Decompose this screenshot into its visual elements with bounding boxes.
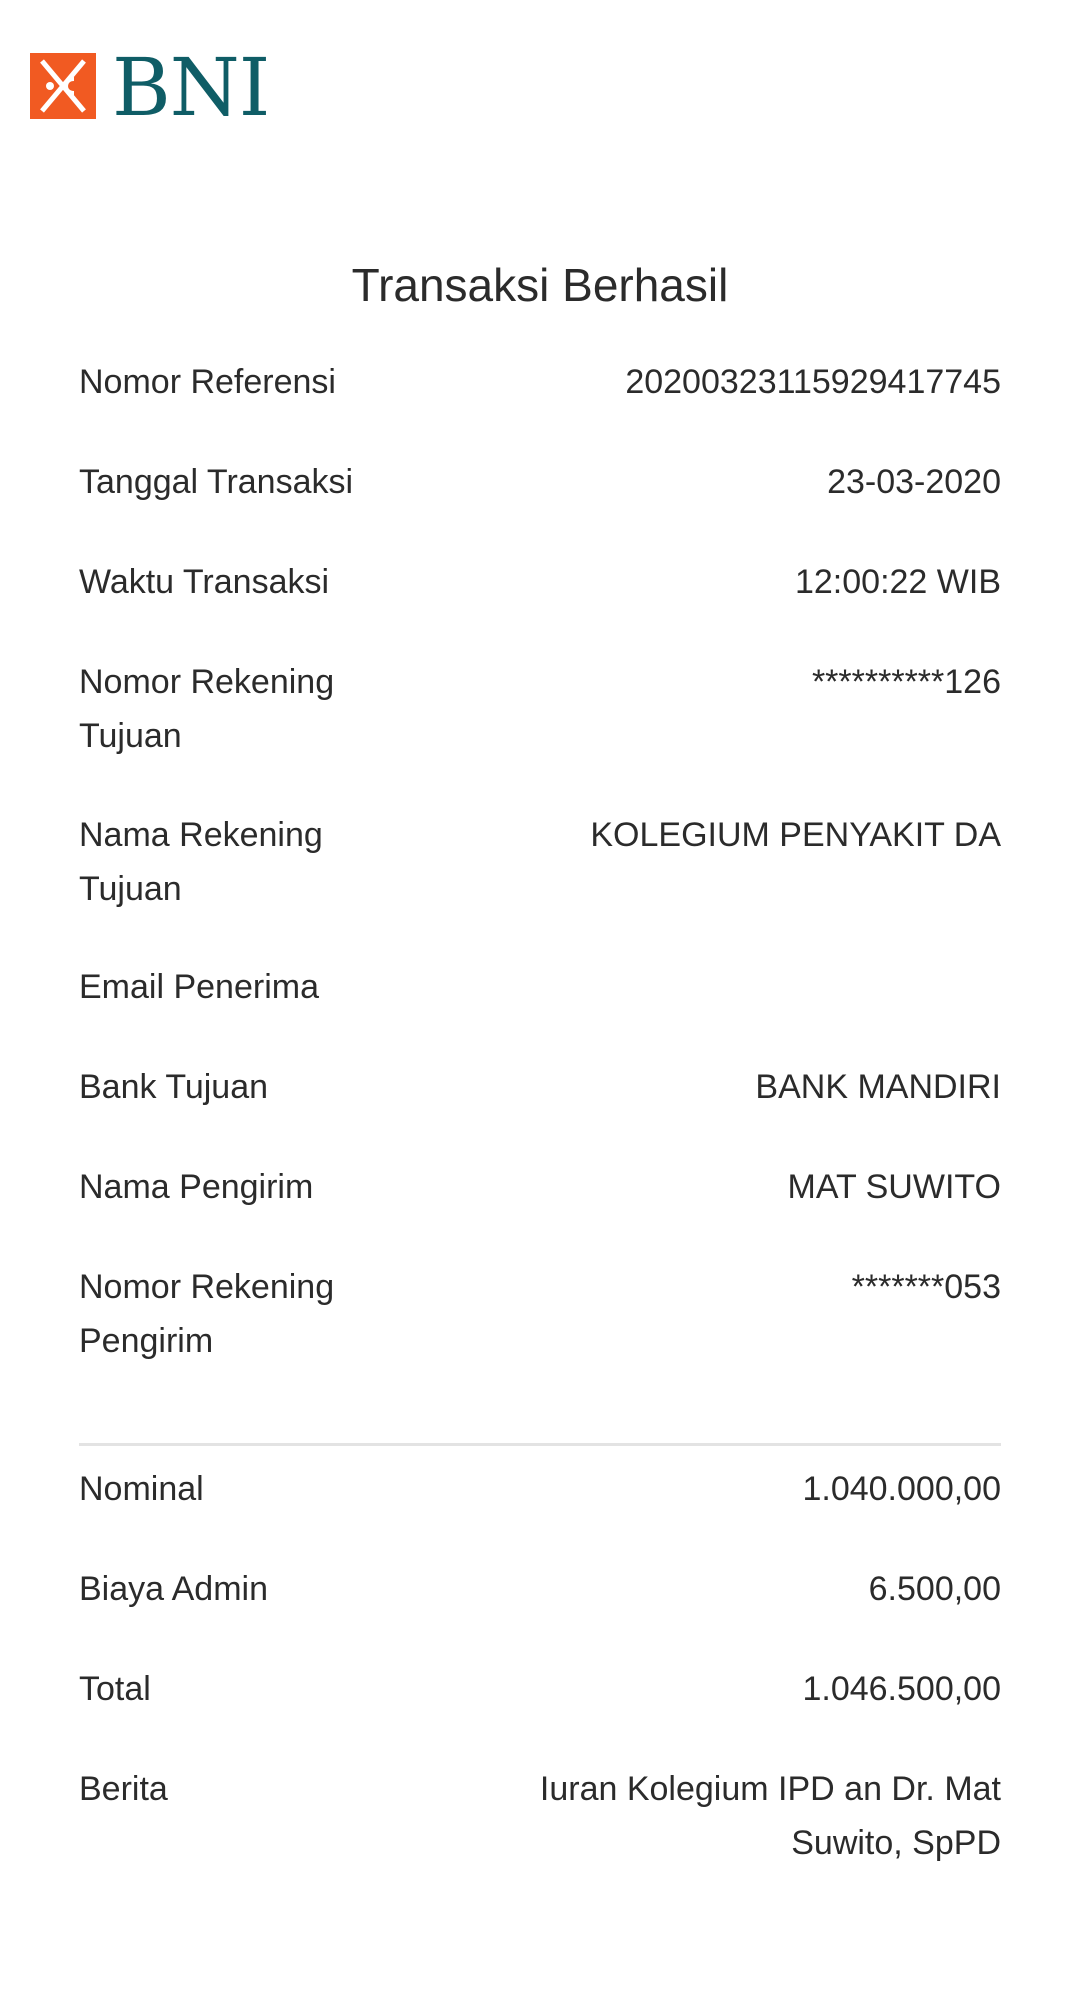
detail-value: **********126 [811,663,1001,701]
amount-row-total [79,1662,1001,1716]
detail-label: Bank Tujuan [79,1068,269,1106]
detail-value: 23-03-2020 [827,463,1001,501]
detail-label: Waktu Transaksi [79,563,330,601]
detail-row-sender-account [79,1260,1001,1368]
detail-label: Nama Rekening Tujuan [79,816,323,908]
detail-value: *******053 [851,1268,1001,1306]
amount-row-admin-fee [79,1562,1001,1616]
amount-label: Berita [79,1770,168,1808]
detail-row-sender-name [79,1160,1001,1214]
amount-label: Biaya Admin [79,1570,268,1608]
bni-logo [30,41,270,134]
detail-row-recipient-email [79,960,1001,1014]
amount-value: 1.040.000,00 [802,1470,1001,1508]
amount-value: 6.500,00 [868,1570,1001,1608]
amount-row-nominal [79,1462,1001,1516]
brand-name: BNI [112,41,270,134]
detail-value: BANK MANDIRI [755,1068,1001,1106]
detail-label: Nomor Rekening Pengirim [79,1268,335,1360]
amount-label: Total [79,1670,151,1708]
detail-value: 20200323115929417745 [625,363,1001,401]
detail-label: Email Penerima [79,968,319,1006]
detail-value: 12:00:22 WIB [794,563,1001,601]
detail-label: Nomor Rekening Tujuan [79,663,335,755]
detail-row-destination-account [79,655,1001,763]
detail-row-reference [79,355,1001,409]
detail-label: Nomor Referensi [79,363,336,401]
section-divider [79,1443,1001,1446]
detail-label: Tanggal Transaksi [79,463,354,501]
detail-value: KOLEGIUM PENYAKIT DA [590,816,1001,854]
detail-row-destination-name [79,808,1001,916]
amount-value: Iuran Kolegium IPD an Dr. Mat Suwito, SpPD [539,1770,1001,1862]
detail-label: Nama Pengirim [79,1168,314,1206]
detail-row-date [79,455,1001,509]
amount-value: 1.046.500,00 [802,1670,1001,1708]
detail-value: MAT SUWITO [787,1168,1001,1206]
bni-logo-icon [30,53,96,119]
page-title: Transaksi Berhasil [351,259,729,311]
detail-row-time [79,555,1001,609]
amount-label: Nominal [79,1470,204,1508]
detail-row-destination-bank [79,1060,1001,1114]
amount-row-message [79,1762,1001,1870]
